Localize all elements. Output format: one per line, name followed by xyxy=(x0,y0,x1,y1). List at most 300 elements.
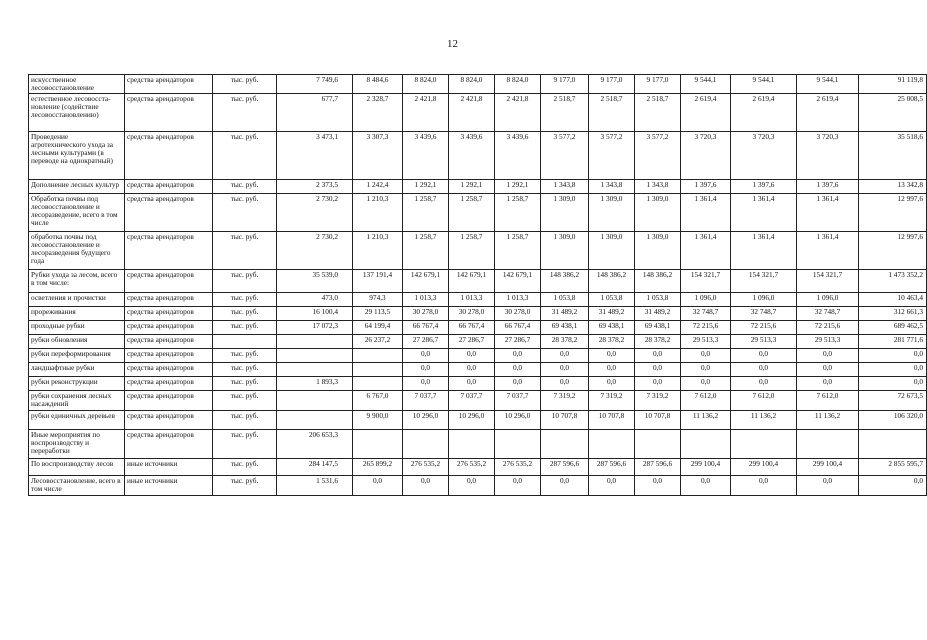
row-name: рубки переформирования xyxy=(29,349,125,363)
value-cell: 1 361,4 xyxy=(681,232,731,270)
value-cell: 8 824,0 xyxy=(449,75,495,94)
row-total: 91 119,8 xyxy=(859,75,927,94)
value-cell: 154 321,7 xyxy=(681,270,731,293)
value-cell: 0,0 xyxy=(589,349,635,363)
value-cell: 30 278,0 xyxy=(449,307,495,321)
row-total: 0,0 xyxy=(859,349,927,363)
row-source: средства арендаторов xyxy=(125,391,213,411)
value-cell: 1 210,3 xyxy=(353,232,403,270)
row-source: средства арендаторов xyxy=(125,377,213,391)
value-cell: 7 319,2 xyxy=(589,391,635,411)
value-cell: 0,0 xyxy=(495,377,541,391)
row-total: 12 997,6 xyxy=(859,194,927,232)
value-cell xyxy=(589,430,635,459)
row-total: 72 673,5 xyxy=(859,391,927,411)
value-cell: 154 321,7 xyxy=(797,270,859,293)
value-cell: 72 215,6 xyxy=(797,321,859,335)
value-cell xyxy=(681,430,731,459)
value-cell: 0,0 xyxy=(635,377,681,391)
row-name: Рубки ухода за лесом, всего в том числе: xyxy=(29,270,125,293)
value-cell: 16 100,4 xyxy=(277,307,353,321)
value-cell: 1 361,4 xyxy=(797,194,859,232)
value-cell: 27 286,7 xyxy=(495,335,541,349)
row-name: рубки реконструкции xyxy=(29,377,125,391)
value-cell: 3 720,3 xyxy=(731,132,797,180)
value-cell: 7 612,0 xyxy=(731,391,797,411)
value-cell: 299 100,4 xyxy=(681,459,731,476)
value-cell: 0,0 xyxy=(449,363,495,377)
value-cell: 0,0 xyxy=(731,363,797,377)
value-cell: 148 386,2 xyxy=(635,270,681,293)
value-cell: 7 319,2 xyxy=(635,391,681,411)
row-unit xyxy=(213,335,277,349)
row-name: рубки единичных деревьев xyxy=(29,411,125,430)
row-name: проходные рубки xyxy=(29,321,125,335)
table-row xyxy=(29,335,927,349)
row-source: средства арендаторов xyxy=(125,180,213,194)
value-cell: 1 309,0 xyxy=(635,232,681,270)
value-cell: 69 438,1 xyxy=(589,321,635,335)
value-cell: 1 893,3 xyxy=(277,377,353,391)
row-source: средства арендаторов xyxy=(125,132,213,180)
row-total: 35 518,6 xyxy=(859,132,927,180)
value-cell: 27 286,7 xyxy=(449,335,495,349)
row-total: 0,0 xyxy=(859,363,927,377)
value-cell: 2 518,7 xyxy=(541,94,589,132)
row-source: средства арендаторов xyxy=(125,335,213,349)
row-total: 25 008,5 xyxy=(859,94,927,132)
value-cell: 1 361,4 xyxy=(797,232,859,270)
value-cell: 1 210,3 xyxy=(353,194,403,232)
row-total: 0,0 xyxy=(859,377,927,391)
row-source: средства арендаторов xyxy=(125,349,213,363)
value-cell xyxy=(277,363,353,377)
value-cell: 10 296,0 xyxy=(403,411,449,430)
table-row xyxy=(29,363,927,377)
value-cell: 11 136,2 xyxy=(731,411,797,430)
row-source: средства арендаторов xyxy=(125,194,213,232)
value-cell: 0,0 xyxy=(589,377,635,391)
value-cell: 299 100,4 xyxy=(731,459,797,476)
value-cell xyxy=(277,391,353,411)
value-cell: 0,0 xyxy=(449,349,495,363)
value-cell: 1 397,6 xyxy=(681,180,731,194)
row-total: 281 771,6 xyxy=(859,335,927,349)
row-unit: тыс. руб. xyxy=(213,411,277,430)
value-cell: 265 899,2 xyxy=(353,459,403,476)
value-cell: 0,0 xyxy=(541,377,589,391)
value-cell: 10 707,8 xyxy=(541,411,589,430)
value-cell: 31 489,2 xyxy=(589,307,635,321)
value-cell: 10 707,8 xyxy=(589,411,635,430)
value-cell: 1 053,8 xyxy=(541,293,589,307)
value-cell: 287 596,6 xyxy=(541,459,589,476)
value-cell: 0,0 xyxy=(495,476,541,496)
value-cell: 9 900,0 xyxy=(353,411,403,430)
value-cell: 2 730,2 xyxy=(277,194,353,232)
row-unit: тыс. руб. xyxy=(213,307,277,321)
value-cell: 72 215,6 xyxy=(681,321,731,335)
value-cell: 299 100,4 xyxy=(797,459,859,476)
table-row xyxy=(29,377,927,391)
value-cell: 1 531,6 xyxy=(277,476,353,496)
row-unit: тыс. руб. xyxy=(213,75,277,94)
value-cell: 0,0 xyxy=(681,377,731,391)
row-unit: тыс. руб. xyxy=(213,391,277,411)
value-cell: 0,0 xyxy=(797,349,859,363)
value-cell: 1 096,0 xyxy=(731,293,797,307)
row-total: 10 463,4 xyxy=(859,293,927,307)
row-unit: тыс. руб. xyxy=(213,377,277,391)
row-source: средства арендаторов xyxy=(125,321,213,335)
value-cell: 66 767,4 xyxy=(495,321,541,335)
value-cell: 1 361,4 xyxy=(681,194,731,232)
value-cell xyxy=(277,335,353,349)
value-cell: 0,0 xyxy=(403,377,449,391)
row-name: рубки обновления xyxy=(29,335,125,349)
row-source: иные источники xyxy=(125,459,213,476)
row-source: средства арендаторов xyxy=(125,430,213,459)
value-cell: 8 824,0 xyxy=(403,75,449,94)
value-cell: 0,0 xyxy=(797,476,859,496)
value-cell: 0,0 xyxy=(589,363,635,377)
value-cell: 9 177,0 xyxy=(541,75,589,94)
table-row xyxy=(29,194,927,232)
row-unit: тыс. руб. xyxy=(213,430,277,459)
value-cell: 206 653,3 xyxy=(277,430,353,459)
value-cell: 1 361,4 xyxy=(731,232,797,270)
row-unit: тыс. руб. xyxy=(213,94,277,132)
value-cell xyxy=(731,430,797,459)
value-cell: 32 748,7 xyxy=(731,307,797,321)
table-row xyxy=(29,391,927,411)
value-cell: 0,0 xyxy=(681,476,731,496)
value-cell: 1 309,0 xyxy=(541,194,589,232)
table-row xyxy=(29,232,927,270)
value-cell: 7 319,2 xyxy=(541,391,589,411)
value-cell: 0,0 xyxy=(797,363,859,377)
row-name: естественное лесовосста-новление (содействие лесовосстановлению) xyxy=(29,94,125,132)
value-cell xyxy=(797,430,859,459)
value-cell xyxy=(277,349,353,363)
row-name: обработка почвы под лесовосстановление и лесоразведения будущего года xyxy=(29,232,125,270)
value-cell: 7 037,7 xyxy=(495,391,541,411)
value-cell: 0,0 xyxy=(635,349,681,363)
row-total xyxy=(859,430,927,459)
value-cell: 276 535,2 xyxy=(495,459,541,476)
table-row xyxy=(29,476,927,496)
value-cell: 148 386,2 xyxy=(589,270,635,293)
row-unit: тыс. руб. xyxy=(213,232,277,270)
row-source: иные источники xyxy=(125,476,213,496)
value-cell: 10 707,8 xyxy=(635,411,681,430)
value-cell: 3 720,3 xyxy=(797,132,859,180)
row-unit: тыс. руб. xyxy=(213,349,277,363)
value-cell: 276 535,2 xyxy=(403,459,449,476)
value-cell: 9 544,1 xyxy=(681,75,731,94)
table-row xyxy=(29,75,927,94)
value-cell: 29 113,5 xyxy=(353,307,403,321)
value-cell: 69 438,1 xyxy=(541,321,589,335)
table-row xyxy=(29,132,927,180)
value-cell: 9 544,1 xyxy=(797,75,859,94)
value-cell: 0,0 xyxy=(449,377,495,391)
table-row xyxy=(29,349,927,363)
value-cell: 0,0 xyxy=(731,476,797,496)
row-name: Обработка почвы под лесовосстановление и лесоразведение, всего в том числе xyxy=(29,194,125,232)
value-cell: 35 539,0 xyxy=(277,270,353,293)
value-cell: 3 720,3 xyxy=(681,132,731,180)
value-cell: 64 199,4 xyxy=(353,321,403,335)
value-cell: 0,0 xyxy=(403,476,449,496)
value-cell: 1 292,1 xyxy=(449,180,495,194)
value-cell: 1 397,6 xyxy=(731,180,797,194)
value-cell: 1 343,8 xyxy=(589,180,635,194)
value-cell: 0,0 xyxy=(589,476,635,496)
value-cell: 3 439,6 xyxy=(403,132,449,180)
value-cell: 0,0 xyxy=(541,476,589,496)
value-cell: 0,0 xyxy=(681,349,731,363)
value-cell xyxy=(353,349,403,363)
value-cell: 7 612,0 xyxy=(797,391,859,411)
value-cell xyxy=(403,430,449,459)
value-cell xyxy=(541,430,589,459)
value-cell: 31 489,2 xyxy=(541,307,589,321)
row-unit: тыс. руб. xyxy=(213,459,277,476)
value-cell: 10 296,0 xyxy=(495,411,541,430)
row-total: 12 997,6 xyxy=(859,232,927,270)
value-cell: 0,0 xyxy=(797,377,859,391)
row-source: средства арендаторов xyxy=(125,363,213,377)
row-total: 312 661,3 xyxy=(859,307,927,321)
row-total: 1 473 352,2 xyxy=(859,270,927,293)
value-cell: 1 242,4 xyxy=(353,180,403,194)
value-cell: 9 544,1 xyxy=(731,75,797,94)
value-cell: 9 177,0 xyxy=(589,75,635,94)
value-cell: 0,0 xyxy=(681,363,731,377)
row-source: средства арендаторов xyxy=(125,75,213,94)
value-cell: 28 378,2 xyxy=(589,335,635,349)
value-cell: 1 096,0 xyxy=(797,293,859,307)
row-unit: тыс. руб. xyxy=(213,270,277,293)
value-cell: 7 037,7 xyxy=(403,391,449,411)
table-row xyxy=(29,180,927,194)
value-cell: 1 096,0 xyxy=(681,293,731,307)
value-cell: 0,0 xyxy=(541,349,589,363)
value-cell: 1 258,7 xyxy=(449,194,495,232)
value-cell: 7 037,7 xyxy=(449,391,495,411)
value-cell: 3 577,2 xyxy=(541,132,589,180)
value-cell: 29 513,3 xyxy=(797,335,859,349)
table-row xyxy=(29,293,927,307)
value-cell: 2 328,7 xyxy=(353,94,403,132)
table-row xyxy=(29,430,927,459)
value-cell: 2 619,4 xyxy=(797,94,859,132)
row-total: 13 342,8 xyxy=(859,180,927,194)
value-cell: 2 373,5 xyxy=(277,180,353,194)
value-cell: 0,0 xyxy=(731,349,797,363)
budget-table xyxy=(28,74,927,496)
row-unit: тыс. руб. xyxy=(213,363,277,377)
value-cell: 287 596,6 xyxy=(589,459,635,476)
value-cell: 7 612,0 xyxy=(681,391,731,411)
table-row xyxy=(29,459,927,476)
row-source: средства арендаторов xyxy=(125,232,213,270)
value-cell: 2 619,4 xyxy=(731,94,797,132)
value-cell: 6 767,0 xyxy=(353,391,403,411)
value-cell: 3 473,1 xyxy=(277,132,353,180)
row-total: 2 855 595,7 xyxy=(859,459,927,476)
table-row xyxy=(29,307,927,321)
value-cell: 72 215,6 xyxy=(731,321,797,335)
value-cell: 1 309,0 xyxy=(635,194,681,232)
value-cell: 1 361,4 xyxy=(731,194,797,232)
table-row xyxy=(29,270,927,293)
value-cell: 27 286,7 xyxy=(403,335,449,349)
value-cell: 66 767,4 xyxy=(403,321,449,335)
row-unit: тыс. руб. xyxy=(213,293,277,307)
row-name: искусственное лесовосстановление xyxy=(29,75,125,94)
row-unit: тыс. руб. xyxy=(213,321,277,335)
value-cell: 284 147,5 xyxy=(277,459,353,476)
value-cell: 2 518,7 xyxy=(589,94,635,132)
value-cell xyxy=(353,363,403,377)
value-cell: 28 378,2 xyxy=(541,335,589,349)
value-cell: 276 535,2 xyxy=(449,459,495,476)
value-cell: 1 258,7 xyxy=(495,232,541,270)
row-name: Дополнение лесных культур xyxy=(29,180,125,194)
row-name: осветления и прочистки xyxy=(29,293,125,307)
value-cell: 66 767,4 xyxy=(449,321,495,335)
row-name: ландшафтные рубки xyxy=(29,363,125,377)
value-cell: 8 824,0 xyxy=(495,75,541,94)
row-total: 106 320,0 xyxy=(859,411,927,430)
value-cell: 2 619,4 xyxy=(681,94,731,132)
value-cell: 137 191,4 xyxy=(353,270,403,293)
value-cell: 28 378,2 xyxy=(635,335,681,349)
value-cell: 1 258,7 xyxy=(449,232,495,270)
value-cell: 1 343,8 xyxy=(541,180,589,194)
value-cell: 3 577,2 xyxy=(635,132,681,180)
value-cell: 7 749,6 xyxy=(277,75,353,94)
value-cell: 2 518,7 xyxy=(635,94,681,132)
value-cell xyxy=(353,377,403,391)
row-unit: тыс. руб. xyxy=(213,132,277,180)
value-cell: 0,0 xyxy=(403,363,449,377)
value-cell xyxy=(353,430,403,459)
value-cell: 0,0 xyxy=(635,476,681,496)
value-cell: 677,7 xyxy=(277,94,353,132)
value-cell: 29 513,3 xyxy=(681,335,731,349)
value-cell: 1 258,7 xyxy=(495,194,541,232)
value-cell xyxy=(277,411,353,430)
value-cell xyxy=(449,430,495,459)
value-cell: 1 053,8 xyxy=(589,293,635,307)
value-cell: 1 292,1 xyxy=(403,180,449,194)
value-cell: 29 513,3 xyxy=(731,335,797,349)
value-cell: 1 053,8 xyxy=(635,293,681,307)
value-cell: 1 309,0 xyxy=(589,232,635,270)
table-row xyxy=(29,94,927,132)
value-cell: 9 177,0 xyxy=(635,75,681,94)
value-cell: 1 343,8 xyxy=(635,180,681,194)
value-cell: 974,3 xyxy=(353,293,403,307)
value-cell: 0,0 xyxy=(495,363,541,377)
value-cell: 2 730,2 xyxy=(277,232,353,270)
row-name: Иные мероприятия по воспроизводству и переработки xyxy=(29,430,125,459)
value-cell: 0,0 xyxy=(403,349,449,363)
value-cell: 8 484,6 xyxy=(353,75,403,94)
value-cell: 3 439,6 xyxy=(495,132,541,180)
value-cell: 30 278,0 xyxy=(495,307,541,321)
table-row xyxy=(29,411,927,430)
row-source: средства арендаторов xyxy=(125,307,213,321)
row-source: средства арендаторов xyxy=(125,293,213,307)
value-cell xyxy=(635,430,681,459)
row-source: средства арендаторов xyxy=(125,411,213,430)
value-cell: 287 596,6 xyxy=(635,459,681,476)
row-name: рубки сохранения лесных насаждений xyxy=(29,391,125,411)
value-cell: 0,0 xyxy=(449,476,495,496)
row-name: Проведение агротехнического ухода за лесными культурами (в переводе на однократный) xyxy=(29,132,125,180)
value-cell: 142 679,1 xyxy=(495,270,541,293)
value-cell: 154 321,7 xyxy=(731,270,797,293)
row-name: Лесовосстановление, всего в том числе xyxy=(29,476,125,496)
value-cell: 2 421,8 xyxy=(403,94,449,132)
value-cell: 1 292,1 xyxy=(495,180,541,194)
row-source: средства арендаторов xyxy=(125,94,213,132)
value-cell: 142 679,1 xyxy=(449,270,495,293)
value-cell: 142 679,1 xyxy=(403,270,449,293)
value-cell: 31 489,2 xyxy=(635,307,681,321)
row-name: По воспроизводству лесов xyxy=(29,459,125,476)
value-cell: 2 421,8 xyxy=(495,94,541,132)
value-cell: 32 748,7 xyxy=(681,307,731,321)
row-unit: тыс. руб. xyxy=(213,476,277,496)
value-cell: 0,0 xyxy=(635,363,681,377)
row-unit: тыс. руб. xyxy=(213,194,277,232)
value-cell: 3 439,6 xyxy=(449,132,495,180)
row-total: 689 462,5 xyxy=(859,321,927,335)
value-cell: 0,0 xyxy=(353,476,403,496)
value-cell: 30 278,0 xyxy=(403,307,449,321)
value-cell: 11 136,2 xyxy=(797,411,859,430)
value-cell: 2 421,8 xyxy=(449,94,495,132)
row-unit: тыс. руб. xyxy=(213,180,277,194)
row-total: 0,0 xyxy=(859,476,927,496)
value-cell: 1 258,7 xyxy=(403,194,449,232)
value-cell: 3 307,3 xyxy=(353,132,403,180)
value-cell: 1 013,3 xyxy=(449,293,495,307)
value-cell: 11 136,2 xyxy=(681,411,731,430)
row-source: средства арендаторов xyxy=(125,270,213,293)
value-cell xyxy=(495,430,541,459)
value-cell: 10 296,0 xyxy=(449,411,495,430)
value-cell: 3 577,2 xyxy=(589,132,635,180)
value-cell: 473,0 xyxy=(277,293,353,307)
value-cell: 0,0 xyxy=(495,349,541,363)
value-cell: 0,0 xyxy=(731,377,797,391)
value-cell: 1 309,0 xyxy=(589,194,635,232)
value-cell: 17 072,3 xyxy=(277,321,353,335)
value-cell: 148 386,2 xyxy=(541,270,589,293)
value-cell: 32 748,7 xyxy=(797,307,859,321)
value-cell: 1 397,6 xyxy=(797,180,859,194)
table-row xyxy=(29,321,927,335)
value-cell: 69 438,1 xyxy=(635,321,681,335)
value-cell: 1 258,7 xyxy=(403,232,449,270)
value-cell: 1 013,3 xyxy=(495,293,541,307)
